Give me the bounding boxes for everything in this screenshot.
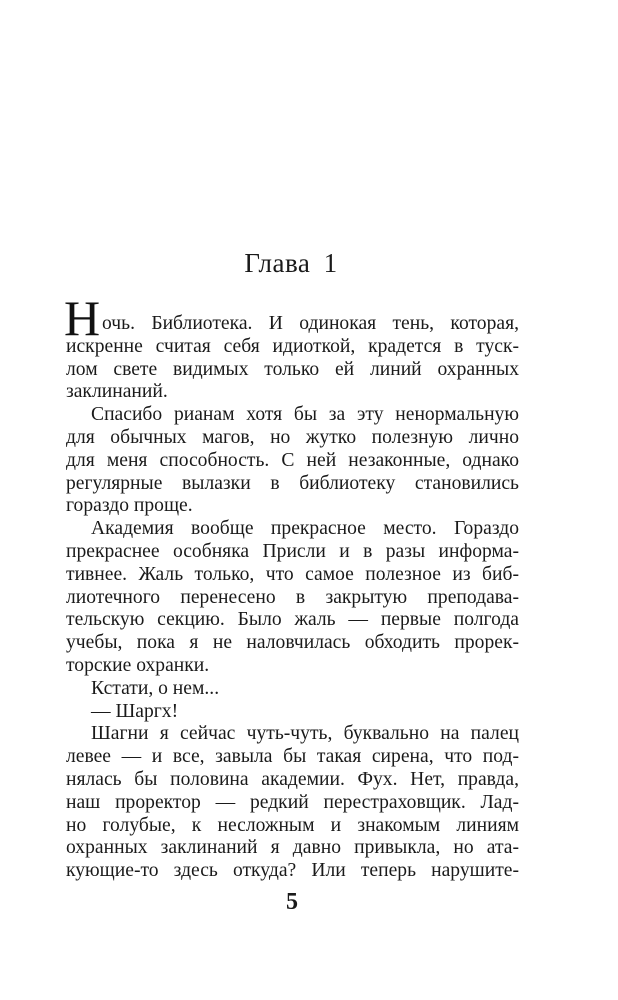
text-line: лом свете видимых только ей линий охранных xyxy=(66,358,519,380)
text-line: тивнее. Жаль только, что самое полезное из биб- xyxy=(66,563,519,585)
text-line: Спасибо рианам хотя бы за эту ненормальную xyxy=(91,404,519,426)
text-line: но голубые, к несложным и знакомым линиям xyxy=(66,814,519,836)
text-line: охранных заклинаний я давно привыкла, но ата- xyxy=(66,837,519,859)
text-line: искренне считая себя идиоткой, крадется в туск- xyxy=(66,335,519,357)
text-line: очь. Библиотека. И одинокая тень, которая, xyxy=(102,313,519,334)
text-line: регулярные вылазки в библиотеку становились xyxy=(66,472,519,494)
text-line: гораздо проще. xyxy=(66,495,193,517)
text-line: учебы, пока я не наловчилась обходить прорек- xyxy=(66,632,519,654)
text-line: кующие-то здесь откуда? Или теперь нарушите- xyxy=(66,860,519,882)
page-number: 5 xyxy=(286,889,298,915)
text-line: прекраснее особняка Присли и в разы информа- xyxy=(66,540,519,562)
chapter-body-text xyxy=(66,313,519,883)
text-line: заклинаний. xyxy=(66,381,168,403)
text-line: Кстати, о нем... xyxy=(91,677,220,699)
text-line: наш проректор — редкий перестраховщик. Лад- xyxy=(66,791,519,813)
text-line: для обычных магов, но жутко полезную лично xyxy=(66,426,519,448)
text-line: для меня способность. С ней незаконные, однако xyxy=(66,449,519,471)
text-line: торские охранки. xyxy=(66,654,210,676)
text-line: Академия вообще прекрасное место. Гораздо xyxy=(91,518,519,540)
text-line: лиотечного перенесено в закрытую преподава- xyxy=(66,586,519,608)
drop-cap: Н xyxy=(64,290,101,346)
text-line: левее — и все, завыла бы такая сирена, что под- xyxy=(66,746,519,768)
chapter-title: Глава 1 xyxy=(244,248,338,278)
text-line: Шагни я сейчас чуть-чуть, буквально на палец xyxy=(91,723,519,745)
text-line: нялась бы половина академии. Фух. Нет, правда, xyxy=(66,768,519,790)
text-line: тельскую секцию. Было жаль — первые полгода xyxy=(66,609,519,631)
dialogue-line: — Шаргх! xyxy=(91,700,179,722)
